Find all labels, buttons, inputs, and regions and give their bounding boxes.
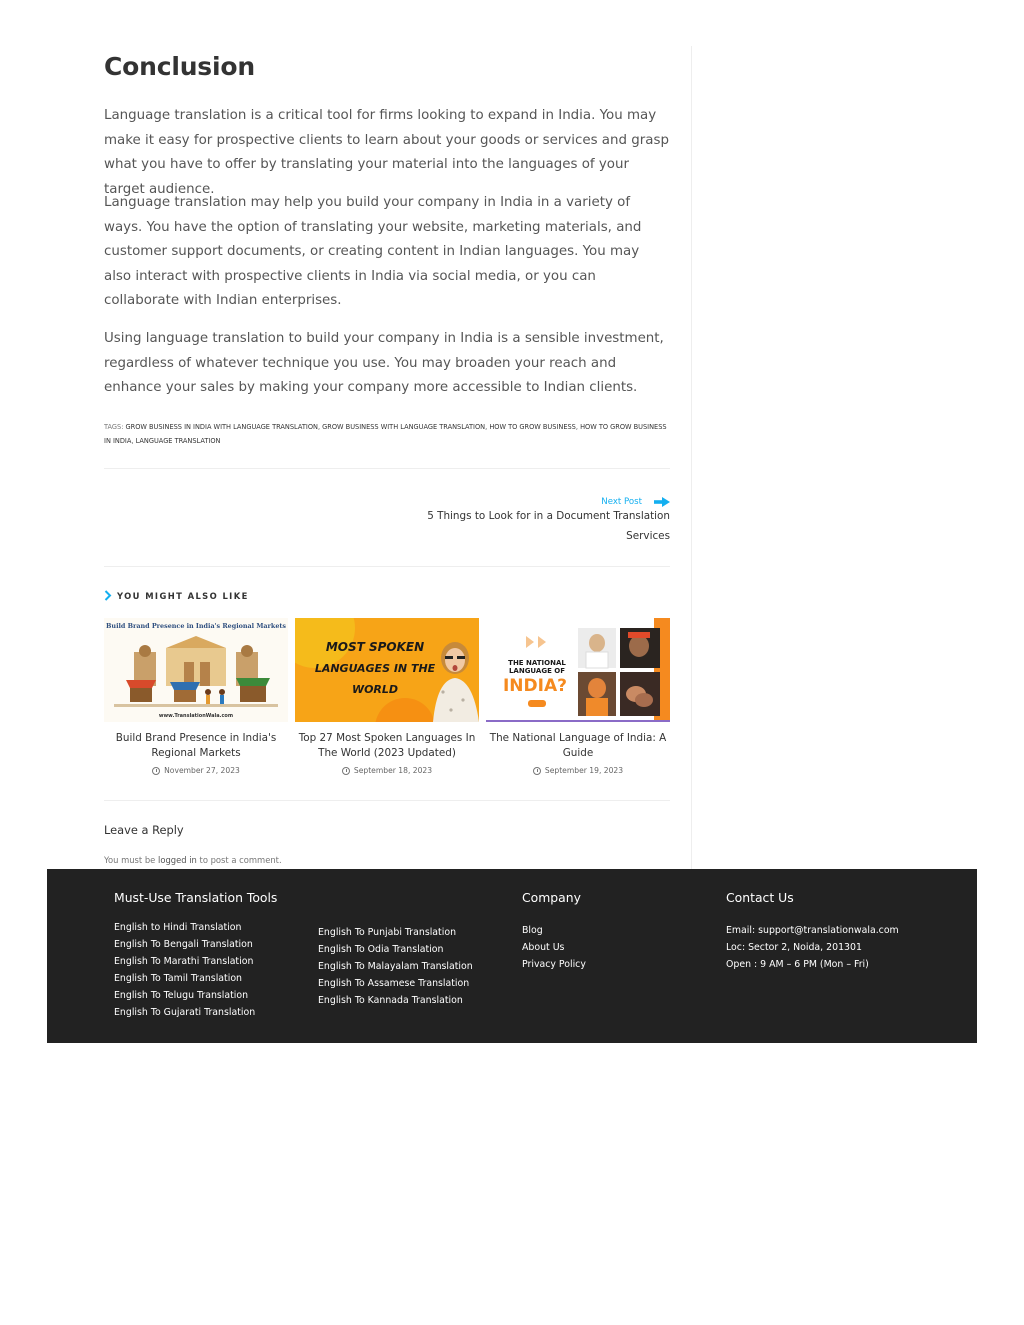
sidebar-divider [691,46,692,869]
post-date [104,766,288,775]
next-post-link[interactable] [601,489,670,508]
company-list [522,922,586,973]
tool-link[interactable]: English To Tamil Translation [114,973,242,985]
login-note [104,855,282,865]
tags-label: TAGS: [104,423,126,431]
tools-list-1 [114,919,277,1022]
tools-column [114,890,277,1022]
market-illustration [104,618,288,722]
tool-link[interactable]: English To Odia Translation [318,944,444,956]
image-title-line: LANGUAGE OF [508,667,566,675]
post-title[interactable]: Top 27 Most Spoken Languages In The World (2023 Updated) [298,732,476,759]
post-title[interactable]: The National Language of India: A Guide [489,732,667,759]
arrow-right-icon [654,497,670,507]
login-link[interactable]: logged in [158,855,197,865]
clock-icon [152,767,160,775]
tag-link[interactable]: LANGUAGE TRANSLATION [135,436,221,445]
company-link[interactable]: Blog [522,925,543,936]
post-tags: TAGS: GROW BUSINESS IN INDIA WITH LANGUAGE TRANSLATION, GROW BUSINESS WITH LANGUAGE TRANSLATION, HOW TO GROW BUSINESS, HOW TO GROW BUSINESS IN INDIA, LANGUAGE TRANSLATION [104,423,667,445]
tool-link[interactable]: English To Marathi Translation [114,956,254,968]
paragraph-2: Language translation may help you build your company in India in a variety of ways. You have the option of translating your website, marketing materials, and customer support documents, or creating content in Indian languages. You may also interact with prospective clients in India via social media, or you can collaborate with Indian enterprises. [104,195,642,309]
tool-link[interactable]: English To Assamese Translation [318,978,470,990]
image-title-line: THE NATIONAL [508,659,566,667]
contact-location: Loc: Sector 2, Noida, 201301 [726,942,862,954]
login-note-suffix: to post a comment. [196,855,282,865]
post-thumbnail[interactable] [104,618,288,722]
image-caption: Build Brand Presence in India's Regional Markets [106,622,286,630]
tag-link[interactable]: HOW TO GROW BUSINESS IN INDIA [104,423,667,445]
post-date-text: September 19, 2023 [544,766,624,775]
related-post-card[interactable] [295,618,479,775]
post-date [486,766,670,775]
post-date-text: November 27, 2023 [164,766,240,775]
post-date [295,766,479,775]
post-thumbnail[interactable] [295,618,479,722]
tools-list-2 [318,924,473,1009]
clock-icon [533,767,541,775]
related-heading-label: YOU MIGHT ALSO LIKE [117,590,249,601]
tool-link[interactable]: English To Malayalam Translation [318,961,473,973]
site-footer [47,869,977,1043]
image-title-line: LANGUAGES IN THE [314,662,436,675]
image-title-line: MOST SPOKEN [325,640,425,654]
tools-column-2 [318,924,473,1009]
tool-link[interactable]: English To Telugu Translation [114,990,249,1002]
section-heading: Conclusion [104,52,255,81]
tag-link[interactable]: GROW BUSINESS WITH LANGUAGE TRANSLATION [322,423,486,431]
chevron-right-icon [104,590,112,601]
post-thumbnail[interactable] [486,618,670,722]
divider [104,566,670,567]
contact-email[interactable]: Email: support@translationwala.com [726,925,899,936]
image-title-line: WORLD [351,683,399,696]
contact-list [726,922,899,973]
divider [104,800,670,801]
paragraph-3: Using language translation to build your company in India is a sensible investment, regardless of whatever technique you use. You may broaden your reach and enhance your sales by making your company more accessible to Indian clients. [104,331,664,396]
spoken-languages-graphic [295,618,479,722]
tool-link[interactable]: English To Punjabi Translation [318,927,457,938]
related-post-card[interactable] [486,618,670,775]
paragraph-1: Language translation is a critical tool for firms looking to expand in India. You may make it easy for prospective clients to learn about your goods or services and grasp what you have to offer by translating your material into the languages of your target audience. [104,108,669,197]
tool-link[interactable]: English To Gujarati Translation [114,1007,256,1019]
next-post-label: Next Post [601,497,642,507]
national-language-graphic [486,618,670,722]
tool-link[interactable]: English To Bengali Translation [114,939,253,951]
company-heading: Company [522,890,581,905]
post-date-text: September 18, 2023 [353,766,433,775]
tools-heading: Must-Use Translation Tools [114,890,278,905]
tool-link[interactable]: English to Hindi Translation [114,922,242,933]
clock-icon [342,767,350,775]
tag-link[interactable]: GROW BUSINESS IN INDIA WITH LANGUAGE TRANSLATION [125,423,318,431]
leave-reply-heading: Leave a Reply [104,823,184,837]
company-column [522,890,586,973]
contact-heading: Contact Us [726,890,794,905]
tag-link[interactable]: HOW TO GROW BUSINESS [489,423,576,431]
divider [104,468,670,469]
company-link[interactable]: About Us [522,942,565,954]
related-posts-heading [104,590,249,601]
company-link[interactable]: Privacy Policy [522,959,586,971]
next-post-title[interactable]: 5 Things to Look for in a Document Translation Services [427,510,670,542]
contact-column [726,890,899,973]
post-title[interactable]: Build Brand Presence in India's Regional Markets [115,732,277,759]
tool-link[interactable]: English To Kannada Translation [318,995,463,1007]
image-title-line: INDIA? [502,676,568,696]
image-footer: www.TranslationWala.com [158,713,234,719]
login-note-prefix: You must be [104,855,159,865]
related-post-card[interactable] [104,618,288,775]
contact-hours: Open : 9 AM – 6 PM (Mon – Fri) [726,959,869,971]
